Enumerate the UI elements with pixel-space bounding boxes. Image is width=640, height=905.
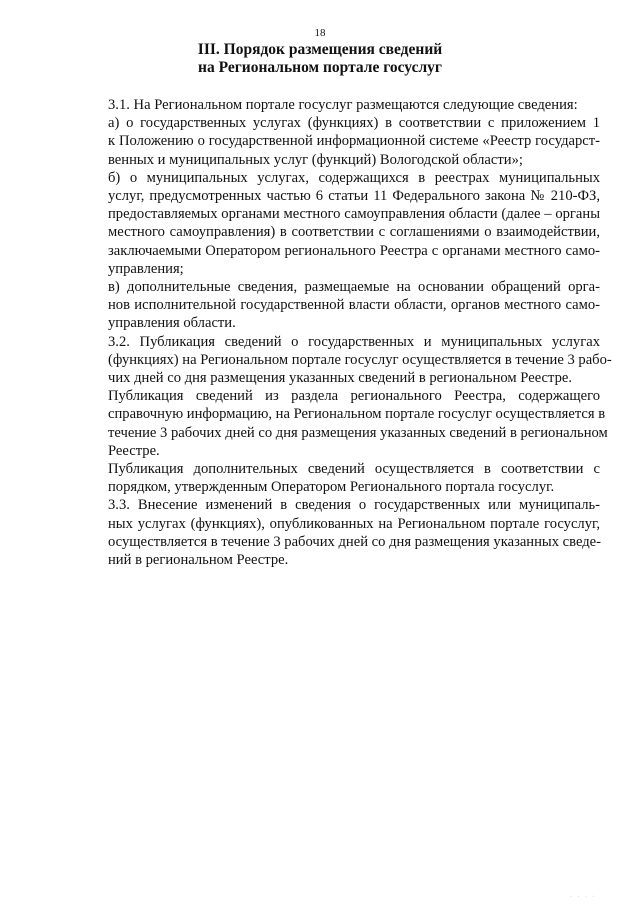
text-line: 3.1. На Региональном портале госуслуг размещаются следующие сведения: <box>108 97 578 113</box>
text-line: осуществляется в течение 3 рабочих дней со дня размещения указанных сведе- <box>108 533 602 550</box>
section-heading <box>60 41 580 77</box>
text-line: к Положению о государственной информационной системе «Реестр государст- <box>108 133 600 150</box>
text-line: б) о муниципальных услугах, содержащихся в реестрах муниципальных <box>108 169 600 186</box>
text-line: чих дней со дня размещения указанных сведений в региональном Реестре. <box>108 370 572 387</box>
text-line: ний в региональном Реестре. <box>108 552 289 569</box>
paragraph-3-1 <box>72 96 600 114</box>
text-line: в) дополнительные сведения, размещаемые на основании обращений орга- <box>108 279 600 296</box>
text-line: порядком, утвержденным Оператором Регионального портала госуслуг. <box>108 479 555 496</box>
paragraph-item-a <box>72 114 600 169</box>
text-line: управления; <box>108 260 184 277</box>
text-line: управления области. <box>108 315 236 332</box>
paragraph-3-2 <box>72 333 612 388</box>
text-line: услуг, предусмотренных частью 6 статьи 11 Федерального закона № 210-ФЗ, <box>108 188 600 205</box>
text-line: Публикация сведений из раздела регионального Реестра, содержащего <box>108 388 600 405</box>
text-line: (функциях) на Региональном портале госуслуг осуществляется в течение 3 рабо- <box>108 351 612 368</box>
text-line: течение 3 рабочих дней со дня размещения указанных сведений в региональном <box>108 424 608 441</box>
section-heading-line-2: на Региональном портале госуслуг <box>198 59 442 76</box>
paragraph-additional-publication <box>72 460 600 496</box>
text-line: венных и муниципальных услуг (функций) Вологодской области»; <box>108 151 523 168</box>
text-line: местного самоуправления) в соответствии с соглашениями о взаимодействии, <box>108 224 600 241</box>
text-line: нов исполнительной государственной власти области, органов местного само- <box>108 297 600 314</box>
paragraph-item-v <box>72 278 600 333</box>
scan-speck-mark: · · · · <box>570 894 597 900</box>
text-line: ных услугах (функциях), опубликованных на Региональном портале госуслуг, <box>108 515 600 532</box>
text-line: Публикация дополнительных сведений осуществляется в соответствии с <box>108 461 600 478</box>
text-line: заключаемыми Оператором регионального Реестра с органами местного само- <box>108 242 600 259</box>
text-line: 3.2. Публикация сведений о государственных и муниципальных услугах <box>108 333 600 350</box>
text-line: Реестре. <box>108 442 160 459</box>
page-number: 18 <box>314 27 326 39</box>
paragraph-reference-publication <box>72 387 608 460</box>
section-heading-line-1: III. Порядок размещения сведений <box>197 41 443 58</box>
text-line: а) о государственных услугах (функциях) в соответствии с приложением 1 <box>108 115 600 132</box>
paragraph-item-b <box>72 169 600 278</box>
text-line: предоставляемых органами местного самоуправления области (далее – органы <box>108 206 600 223</box>
text-line: 3.3. Внесение изменений в сведения о государственных или муниципаль- <box>108 497 600 514</box>
text-line: справочную информацию, на Региональном портале госуслуг осуществляется в <box>108 406 606 423</box>
document-body <box>72 96 612 569</box>
paragraph-3-3 <box>72 496 600 569</box>
